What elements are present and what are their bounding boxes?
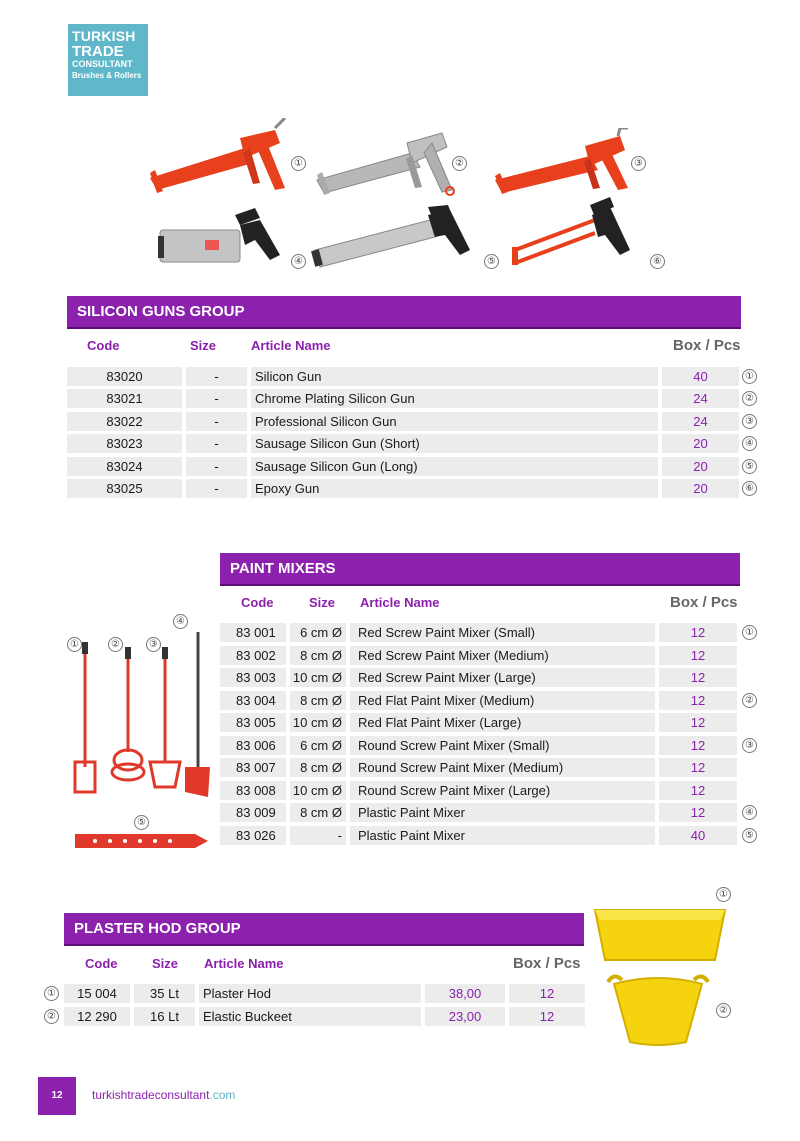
marker-gun-1: ①: [291, 156, 306, 171]
plaster-section-title: PLASTER HOD GROUP: [64, 913, 584, 946]
size-cell: 6 cm Ø: [290, 736, 346, 755]
mixers-col-size: Size: [309, 595, 336, 610]
size-cell: 8 cm Ø: [290, 758, 346, 777]
code-cell: 83 002: [220, 646, 286, 665]
size-cell: 10 cm Ø: [290, 713, 346, 732]
silicon-gun-image-1: [145, 118, 295, 200]
table-row: [220, 736, 741, 755]
logo-line2: TRADE: [72, 43, 124, 60]
marker-gun-5: ⑤: [484, 254, 499, 269]
name-cell: Plastic Paint Mixer: [350, 803, 655, 822]
code-cell: 15 004: [64, 984, 130, 1003]
marker-mixer-img-3: ③: [146, 637, 161, 652]
table-row: [67, 434, 743, 453]
marker-mixer-img-2: ②: [108, 637, 123, 652]
website-name: turkishtradeconsultant: [92, 1088, 210, 1102]
box-cell: 12: [659, 736, 737, 755]
box-cell: 24: [662, 412, 739, 431]
name-cell: Red Flat Paint Mixer (Medium): [350, 691, 655, 710]
box-cell: 12: [659, 713, 737, 732]
size-cell: 8 cm Ø: [290, 691, 346, 710]
name-cell: Plaster Hod: [199, 984, 421, 1003]
marker-gun-4: ④: [291, 254, 306, 269]
plaster-col-code: Code: [85, 956, 118, 971]
silicon-col-size: Size: [190, 338, 217, 353]
row-marker: ⑤: [742, 828, 757, 843]
silicon-col-code: Code: [87, 338, 120, 353]
name-cell: Plastic Paint Mixer: [350, 826, 655, 845]
row-marker: ③: [742, 738, 757, 753]
size-cell: -: [186, 389, 247, 408]
box-cell: 24: [662, 389, 739, 408]
row-marker: ②: [44, 1009, 59, 1024]
box-cell: 12: [659, 803, 737, 822]
size-cell: 6 cm Ø: [290, 623, 346, 642]
plaster-col-box: Box / Pcs: [513, 955, 581, 972]
table-row: [220, 623, 741, 642]
plastic-mixer-image: [75, 830, 210, 852]
name-cell: Red Screw Paint Mixer (Small): [350, 623, 655, 642]
plaster-hod-image: [590, 905, 730, 967]
price-cell: 38,00: [425, 984, 505, 1003]
mixers-col-box: Box / Pcs: [670, 594, 738, 611]
table-row: [67, 367, 743, 386]
code-cell: 83 006: [220, 736, 286, 755]
table-row: [67, 479, 743, 498]
marker-gun-2: ②: [452, 156, 467, 171]
table-row: [67, 389, 743, 408]
marker-gun-6: ⑥: [650, 254, 665, 269]
row-marker: ④: [742, 436, 757, 451]
row-marker: ①: [742, 625, 757, 640]
name-cell: Red Flat Paint Mixer (Large): [350, 713, 655, 732]
code-cell: 83022: [67, 412, 182, 431]
size-cell: -: [290, 826, 346, 845]
logo-line4: Brushes & Rollers: [72, 71, 142, 80]
row-marker: ④: [742, 805, 757, 820]
code-cell: 83021: [67, 389, 182, 408]
size-cell: 16 Lt: [134, 1007, 195, 1026]
row-marker: ⑤: [742, 459, 757, 474]
mixers-col-name: Article Name: [360, 595, 440, 610]
box-cell: 12: [509, 1007, 585, 1026]
code-cell: 83 001: [220, 623, 286, 642]
table-row: [67, 457, 743, 476]
row-marker: ②: [742, 693, 757, 708]
name-cell: Red Screw Paint Mixer (Large): [350, 668, 655, 687]
box-cell: 12: [659, 758, 737, 777]
row-marker: ②: [742, 391, 757, 406]
code-cell: 83 008: [220, 781, 286, 800]
box-cell: 12: [509, 984, 585, 1003]
size-cell: -: [186, 412, 247, 431]
size-cell: -: [186, 434, 247, 453]
name-cell: Sausage Silicon Gun (Short): [251, 434, 658, 453]
row-marker: ⑥: [742, 481, 757, 496]
silicon-col-name: Article Name: [251, 338, 331, 353]
size-cell: -: [186, 457, 247, 476]
code-cell: 83020: [67, 367, 182, 386]
size-cell: 8 cm Ø: [290, 646, 346, 665]
table-row: [220, 781, 741, 800]
name-cell: Silicon Gun: [251, 367, 658, 386]
marker-gun-3: ③: [631, 156, 646, 171]
size-cell: 8 cm Ø: [290, 803, 346, 822]
website-domain: .com: [209, 1088, 236, 1102]
box-cell: 40: [662, 367, 739, 386]
code-cell: 83 004: [220, 691, 286, 710]
code-cell: 12 290: [64, 1007, 130, 1026]
row-marker: ③: [742, 414, 757, 429]
name-cell: Sausage Silicon Gun (Long): [251, 457, 658, 476]
code-cell: 83 003: [220, 668, 286, 687]
marker-mixer-img-4: ④: [173, 614, 188, 629]
table-row: [67, 412, 743, 431]
box-cell: 12: [659, 646, 737, 665]
box-cell: 20: [662, 434, 739, 453]
name-cell: Elastic Buckeet: [199, 1007, 421, 1026]
code-cell: 83 026: [220, 826, 286, 845]
silicon-gun-image-4: [155, 200, 290, 270]
mixers-section-title: PAINT MIXERS: [220, 553, 740, 586]
name-cell: Red Screw Paint Mixer (Medium): [350, 646, 655, 665]
name-cell: Professional Silicon Gun: [251, 412, 658, 431]
box-cell: 12: [659, 691, 737, 710]
code-cell: 83 005: [220, 713, 286, 732]
box-cell: 20: [662, 479, 739, 498]
table-row: [220, 713, 741, 732]
code-cell: 83 009: [220, 803, 286, 822]
silicon-gun-image-5: [310, 205, 475, 270]
marker-hod-img-2: ②: [716, 1003, 731, 1018]
marker-mixer-img-1: ①: [67, 637, 82, 652]
silicon-col-box: Box / Pcs: [673, 337, 741, 354]
code-cell: 83025: [67, 479, 182, 498]
size-cell: -: [186, 479, 247, 498]
silicon-gun-image-6: [510, 195, 640, 270]
name-cell: Round Screw Paint Mixer (Medium): [350, 758, 655, 777]
plaster-col-name: Article Name: [204, 956, 284, 971]
size-cell: 35 Lt: [134, 984, 195, 1003]
name-cell: Round Screw Paint Mixer (Small): [350, 736, 655, 755]
box-cell: 20: [662, 457, 739, 476]
brand-logo: [68, 24, 148, 96]
name-cell: Round Screw Paint Mixer (Large): [350, 781, 655, 800]
box-cell: 12: [659, 623, 737, 642]
page-number: 12: [38, 1077, 76, 1115]
size-cell: -: [186, 367, 247, 386]
table-row: [220, 691, 741, 710]
mixers-col-code: Code: [241, 595, 274, 610]
row-marker: ①: [742, 369, 757, 384]
box-cell: 12: [659, 668, 737, 687]
size-cell: 10 cm Ø: [290, 781, 346, 800]
silicon-section-title: SILICON GUNS GROUP: [67, 296, 741, 329]
marker-hod-img-1: ①: [716, 887, 731, 902]
table-row: [64, 984, 589, 1003]
elastic-bucket-image: [606, 970, 710, 1048]
code-cell: 83023: [67, 434, 182, 453]
silicon-gun-image-2: [312, 125, 462, 200]
table-row: [64, 1007, 589, 1026]
table-row: [220, 646, 741, 665]
silicon-gun-image-3: [490, 128, 640, 198]
name-cell: Chrome Plating Silicon Gun: [251, 389, 658, 408]
table-row: [220, 668, 741, 687]
table-row: [220, 803, 741, 822]
table-row: [220, 758, 741, 777]
website-url[interactable]: [92, 1088, 235, 1102]
box-cell: 40: [659, 826, 737, 845]
code-cell: 83 007: [220, 758, 286, 777]
name-cell: Epoxy Gun: [251, 479, 658, 498]
box-cell: 12: [659, 781, 737, 800]
price-cell: 23,00: [425, 1007, 505, 1026]
size-cell: 10 cm Ø: [290, 668, 346, 687]
marker-mixer-img-5: ⑤: [134, 815, 149, 830]
row-marker: ①: [44, 986, 59, 1001]
plaster-col-size: Size: [152, 956, 179, 971]
logo-line3: CONSULTANT: [72, 59, 133, 69]
paint-mixers-image: [70, 612, 220, 802]
logo-line1: TURKISH: [72, 28, 136, 44]
code-cell: 83024: [67, 457, 182, 476]
table-row: [220, 826, 741, 845]
